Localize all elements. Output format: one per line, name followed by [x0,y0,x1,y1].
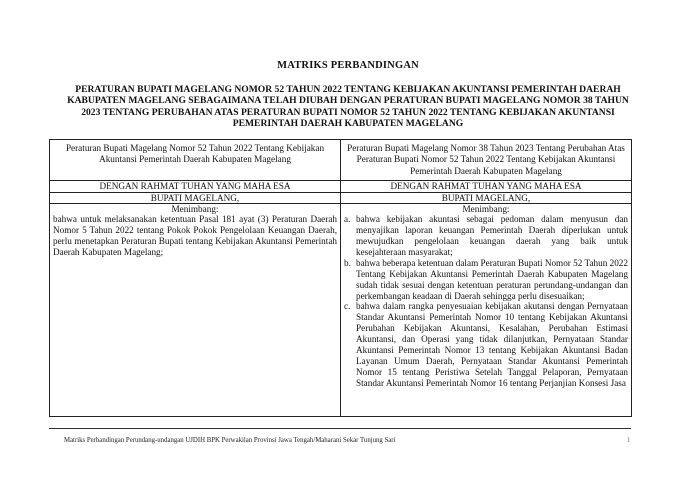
document-subtitle: PERATURAN BUPATI MAGELANG NOMOR 52 TAHUN 2022 TENTANG KEBIJAKAN AKUNTANSI PEMERINTAH DAERAH KABUPATEN MAGELANG SEBAGAIMANA TELAH DIUBAH DENGAN PERATURAN BUPATI MAGELANG NOMOR 38 TAHUN 2023 TENTANG PERUBAHAN ATAS PERATURAN BUPATI NOMOR 52 TAHUN 2022 TENTANG KEBIJAKAN AKUNTANSI PEMERINTAH DAERAH KABUPATEN MAGELANG [67,84,629,130]
right-bupati: BUPATI MAGELANG, [341,192,632,204]
rahmat-row [50,181,632,193]
document-title: MATRIKS PERBANDINGAN [277,60,419,71]
table-header-row [50,140,632,181]
right-menimbang-label: Menimbang: [462,204,510,215]
footer-divider [49,428,631,429]
left-rahmat: DENGAN RAHMAT TUHAN YANG MAHA ESA [50,181,341,193]
list-item: c. bahwa dalam rangka penyesuaian kebijakan akutansi dengan Pernyataan Standar Akuntansi Pemerintah Nomor 10 tentang Kebijakan Akuntansi Perubahan Kebijakan Akuntansi, Kesalahan, Perubahan Estimasi Akuntansi, dan Operasi yang tidak dilanjutkan, Pernyataan Standar Akuntansi Pemerintah Nomor 13 tentang Kebijakan Akuntansi Badan Layanan Umum Daerah, Pernyataan Standar Akuntansi Pemerintah Nomor 15 tentang Peristiwa Setelah Tanggal Pelaporan, Pernyataan Standar Akuntansi Pemerintah Nomor 16 tentang Perjanjian Konsesi Jasa [344,301,628,388]
list-item: a. bahwa kebijakan akuntasi sebagai pedoman dalam menyusun dan menyajikan laporan keuangan Pemerintah Daerah diperlukan untuk mewujudkan pengelolaan keuangan daerah yang baik untuk kesejahteraan masyarakat; [344,214,628,257]
page-number: 1 [627,437,631,444]
right-menimbang-list [344,214,628,389]
right-rahmat: DENGAN RAHMAT TUHAN YANG MAHA ESA [341,181,632,193]
comparison-table [49,139,632,417]
right-menimbang-cell [341,204,632,417]
menimbang-row [50,204,632,417]
footer-text: Matriks Perbandingan Perundang-undangan UJDIH BPK Perwakilan Provinsi Jawa Tengah/Maharani Sekar Tunjung Sari [64,437,396,444]
bupati-row [50,192,632,204]
left-menimbang-body: bahwa untuk melaksanakan ketentuan Pasal 181 ayat (3) Peraturan Daerah Nomor 5 Tahun 2022 tentang Pokok Pokok Pengelolaan Keuangan Daerah, perlu menetapkan Peraturan Bupati tentang Kebijakan Akuntansi Pemerintah Daerah Kabupaten Magelang; [53,214,337,257]
list-item: b. bahwa beberapa ketentuan dalam Peraturan Bupati Nomor 52 Tahun 2022 Tentang Kebijakan Akuntansi Pemerintah Daerah Kabupaten Magelang sudah tidak sesuai dengan ketentuan peraturan perundang-undangan dan perkembangan keadaan di Daerah sehingga perlu disesuaikan; [344,257,628,301]
left-menimbang-label: Menimbang: [171,204,219,215]
left-bupati: BUPATI MAGELANG, [50,192,341,204]
left-menimbang-cell [50,204,341,417]
right-column-header: Peraturan Bupati Magelang Nomor 38 Tahun 2023 Tentang Perubahan Atas Peraturan Bupati Nomor 52 Tahun 2022 Tentang Kebijakan Akuntansi Pemerintah Daerah Kabupaten Magelang [341,140,632,181]
left-column-header: Peraturan Bupati Magelang Nomor 52 Tahun 2022 Tentang Kebijakan Akuntansi Pemerintah Daerah Kabupaten Magelang [50,140,341,181]
